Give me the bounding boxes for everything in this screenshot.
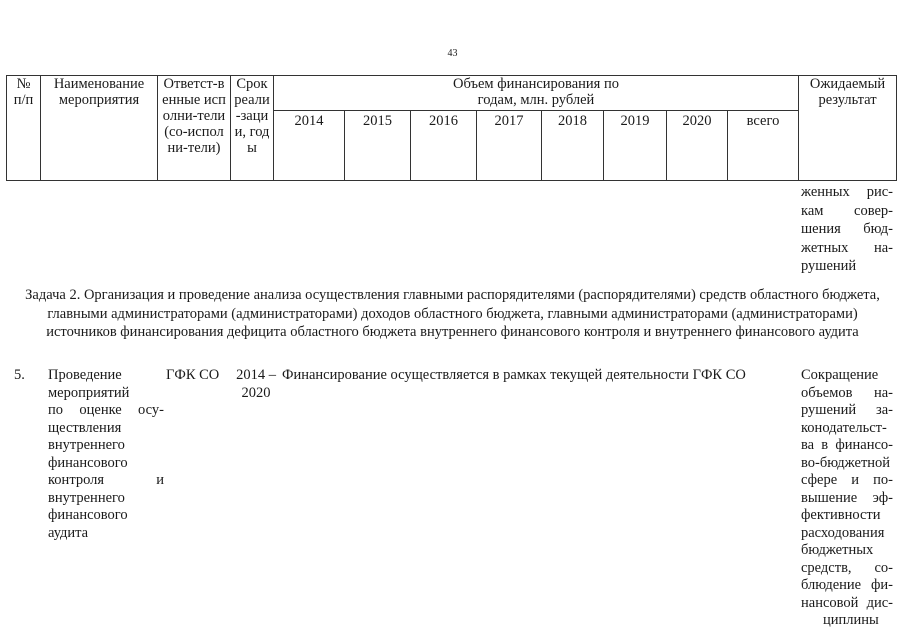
- continued-result-line: рушений: [801, 258, 857, 274]
- row5-name-line: финансового: [48, 507, 128, 523]
- row5-name-line: мероприятий: [48, 384, 130, 401]
- row5-name-line: Проведение: [48, 367, 122, 383]
- header-year-2014: 2014: [274, 111, 345, 181]
- row5-expected-result: [801, 367, 893, 630]
- row5-result-line: бюджетных: [801, 542, 874, 558]
- header-year-2016: 2016: [411, 111, 477, 181]
- header-year-2017: 2017: [477, 111, 542, 181]
- funding-table-header: [6, 75, 897, 181]
- header-year-2018: 2018: [542, 111, 604, 181]
- header-col-executors: Ответст-венные исполни-тели (со-исполни-тели): [158, 76, 231, 181]
- row5-activity-name: [48, 367, 164, 542]
- header-year-total: всего: [728, 111, 799, 181]
- row5-result-line: конодательст-: [801, 419, 887, 436]
- continued-result-line: шения бюд-: [801, 221, 893, 237]
- header-year-2020: 2020: [667, 111, 728, 181]
- row5-name-line: внутреннего: [48, 489, 125, 506]
- row5-result-line: расходования: [801, 524, 885, 541]
- row5-term-line: 2020: [241, 384, 271, 401]
- header-col-result: Ожидаемый результат: [799, 76, 897, 181]
- page-number: 43: [447, 48, 458, 59]
- row5-result-line: рушений за-: [801, 402, 893, 418]
- row5-result-line: Сокращение: [801, 367, 879, 383]
- row5-name-line: ществления: [48, 419, 122, 436]
- row5-name-line: по оценке осу-: [48, 402, 164, 418]
- continued-result-line: кам совер-: [801, 202, 893, 219]
- row5-result-line: сфере и по-: [801, 472, 893, 488]
- row5-result-line: блюдение фи-: [801, 577, 893, 593]
- continued-result-line: жетных на-: [801, 239, 893, 256]
- row5-result-line: средств, со-: [801, 559, 893, 576]
- task-title: Задача 2. Организация и проведение анализа осуществления главными распорядителями (распорядителями) средств областного бюджета, главными администраторами (администраторами) доходов областного бюджета, главными администраторами (администраторами) источников финансирования дефицита областного бюджета внутреннего финансового контроля и внутреннего финансового аудита: [25, 287, 880, 340]
- header-col-funding: Объем финансирования по годам, млн. рублей: [274, 76, 799, 111]
- continued-result-text: [801, 183, 893, 276]
- row5-name-line: аудита: [48, 524, 89, 541]
- header-col-term: Срок реали-зации, годы: [231, 76, 274, 181]
- row5-financing: Финансирование осуществляется в рамках текущей деятельности ГФК СО: [282, 367, 746, 383]
- row5-result-line: вышение эф-: [801, 489, 893, 506]
- row5-term-line: 2014 –: [236, 367, 276, 383]
- row5-result-line: объемов на-: [801, 384, 893, 401]
- row5-name-line: финансового: [48, 454, 128, 471]
- row5-result-line: ва в финансо-: [801, 437, 893, 453]
- row5-name-line: внутреннего: [48, 437, 125, 453]
- row5-result-line: во-бюджетной: [801, 454, 891, 471]
- header-year-2015: 2015: [345, 111, 411, 181]
- row5-result-line: фективности: [801, 507, 881, 523]
- row5-term: [233, 367, 279, 402]
- header-col-name: Наименование мероприятия: [41, 76, 158, 181]
- row5-number: 5.: [14, 367, 25, 383]
- header-year-2019: 2019: [604, 111, 667, 181]
- row5-result-line: циплины: [823, 612, 879, 628]
- continued-result-line: женных рис-: [801, 184, 893, 200]
- row5-executor: ГФК СО: [166, 367, 220, 383]
- header-col-num: № п/п: [7, 76, 41, 181]
- row5-result-line: нансовой дис-: [801, 594, 893, 611]
- row5-name-line: контроля и: [48, 472, 164, 488]
